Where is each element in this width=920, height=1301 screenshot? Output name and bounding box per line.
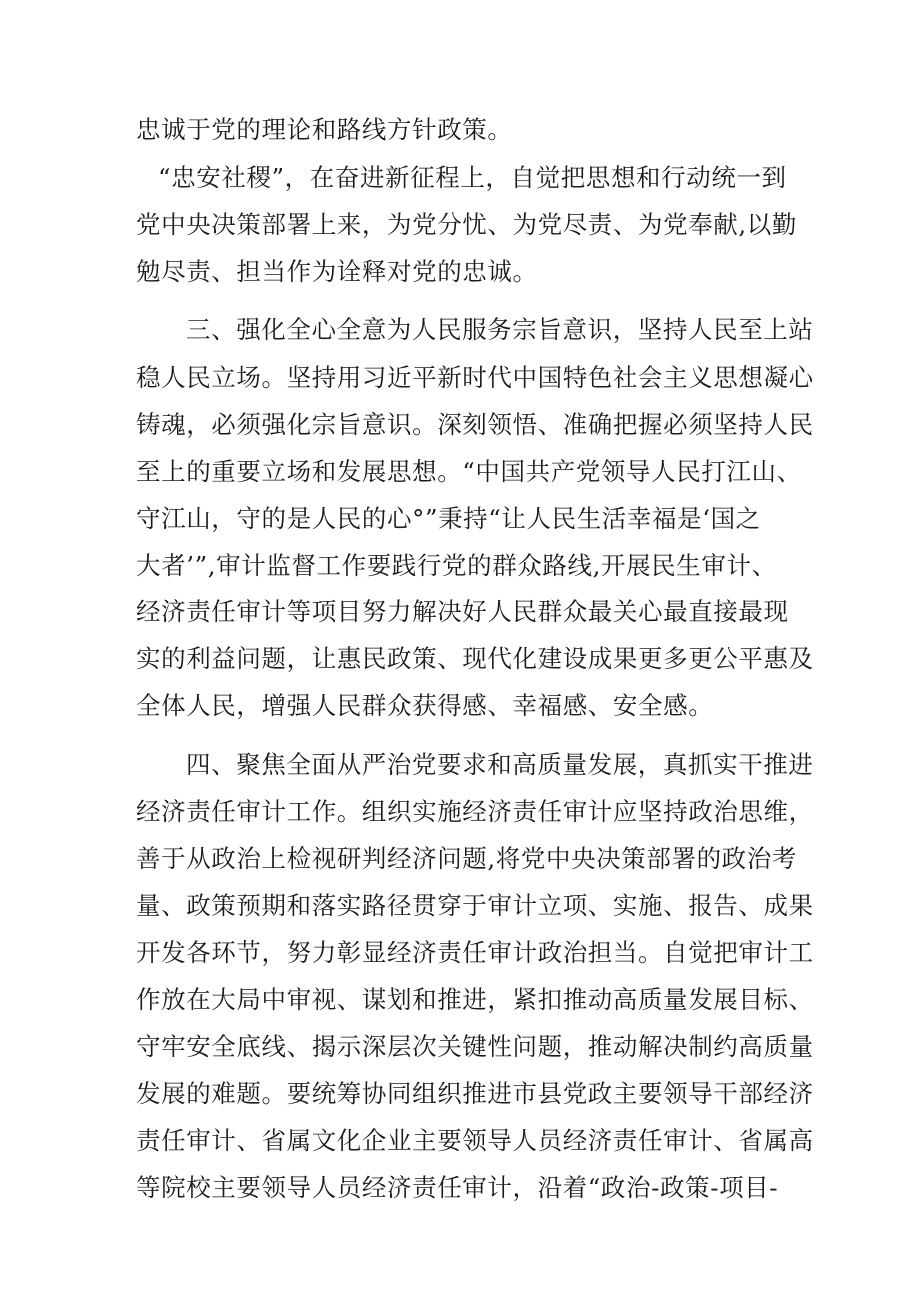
text-line: 善于从政治上检视研判经济问题,将党中央决策部署的政治考	[136, 844, 797, 873]
text-line: 全体人民，增强人民群众获得感、幸福感、安全感。	[136, 691, 714, 720]
text-line: 大者’”,审计监督工作要践行党的群众路线,开展民生审计、	[136, 551, 777, 580]
text-line: “忠安社稷”，在奋进新征程上，自觉把思想和行动统一到	[158, 163, 787, 192]
text-line: 作放在大局中审视、谋划和推进，紧扣推动高质量发展目标、	[136, 985, 814, 1014]
paragraph-heading-4: 四、聚焦全面从严治党要求和高质量发展，真抓实干推进	[186, 750, 814, 779]
text-line: 守江山，守的是人民的心°”秉持“让人民生活幸福是‘国之	[136, 504, 761, 533]
text-line: 勉尽责、担当作为诠释对党的忠诚。	[136, 257, 538, 286]
text-line: 经济责任审计工作。组织实施经济责任审计应坚持政治思维，	[136, 797, 814, 826]
text-line: 守牢安全底线、揭示深层次关键性问题，推动解决制约高质量	[136, 1032, 814, 1061]
text-line: 实的利益问题，让惠民政策、现代化建设成果更多更公平惠及	[136, 644, 814, 673]
paragraph-heading-3: 三、强化全心全意为人民服务宗旨意识，坚持人民至上站	[186, 315, 814, 344]
text-line: 忠诚于党的理论和路线方针政策。	[136, 115, 513, 144]
text-line: 铸魂，必须强化宗旨意识。深刻领悟、准确把握必须坚持人民	[136, 410, 814, 439]
text-line: 等院校主要领导人员经济责任审计，沿着“政治-政策-项目-	[136, 1173, 779, 1202]
text-line: 党中央决策部署上来，为党分忧、为党尽责、为党奉献,以勤	[136, 210, 797, 239]
text-line: 开发各环节，努力彰显经济责任审计政治担当。自觉把审计工	[136, 938, 814, 967]
text-line: 责任审计、省属文化企业主要领导人员经济责任审计、省属高	[136, 1126, 814, 1155]
text-line: 稳人民立场。坚持用习近平新时代中国特色社会主义思想凝心	[136, 363, 814, 392]
text-line: 经济责任审计等项目努力解决好人民群众最关心最直接最现	[136, 597, 789, 626]
text-line: 至上的重要立场和发展思想。“中国共产党领导人民打江山、	[136, 457, 802, 486]
text-line: 量、政策预期和落实路径贯穿于审计立项、实施、报告、成果	[136, 891, 814, 920]
text-line: 发展的难题。要统筹协同组织推进市县党政主要领导干部经济	[136, 1079, 814, 1108]
